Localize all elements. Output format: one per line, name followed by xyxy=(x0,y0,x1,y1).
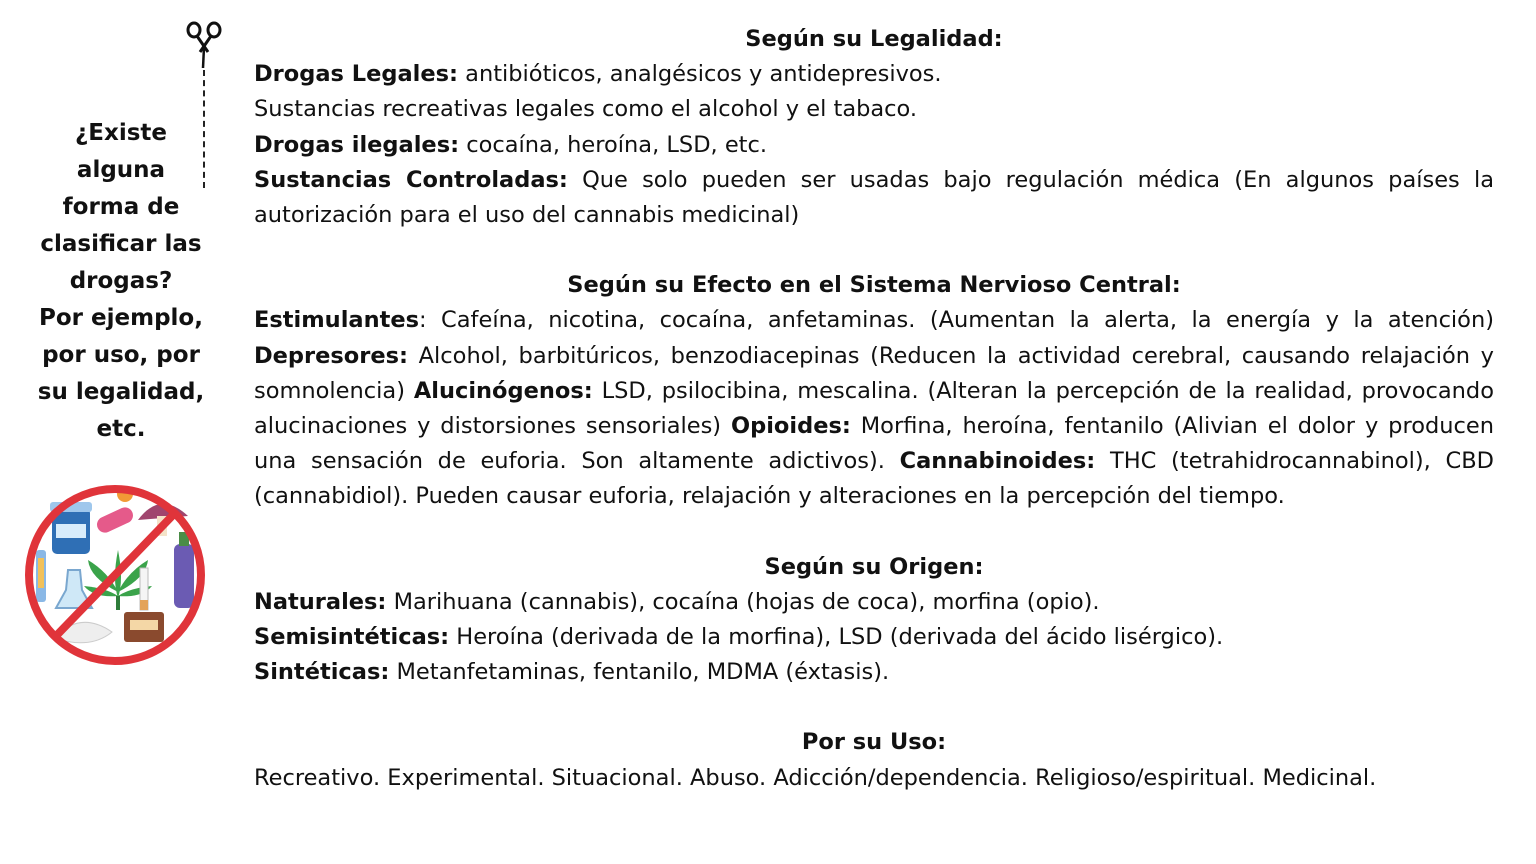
section-title-legalidad: Según su Legalidad: xyxy=(745,26,1003,52)
question-line: ¿Existe xyxy=(74,120,168,146)
opioides-text: Morfina, heroína, fentanilo (Alivian el dolor y producen una sensación de euforia. Son altamente adictivos). xyxy=(254,413,1494,475)
estimulantes-term: Estimulantes xyxy=(254,307,420,334)
no-drugs-icon xyxy=(20,480,210,670)
question-line: por uso, por xyxy=(42,342,200,368)
sidebar-question xyxy=(30,115,212,448)
alucinogenos-term: Alucinógenos: xyxy=(413,377,593,404)
legales-term: Drogas Legales: xyxy=(254,61,458,88)
section-title-origen: Según su Origen: xyxy=(764,553,984,580)
question-line: forma de xyxy=(62,194,180,220)
question-line: etc. xyxy=(96,416,146,442)
question-line: clasificar las xyxy=(40,231,202,257)
estimulantes-text: : Cafeína, nicotina, cocaína, anfetaminas. (Aumentan la alerta, la energía y la atención) xyxy=(419,307,1494,334)
opioides-term: Opioides: xyxy=(730,413,851,440)
alucinogenos-text: LSD, psilocibina, mescalina. (Alteran la percepción de la realidad, provocando alucinaciones y distorsiones sensoriales) xyxy=(254,377,1494,440)
recreativas-line: Sustancias recreativas legales como el alcohol y el tabaco. xyxy=(254,96,918,123)
semisinteticas-line xyxy=(254,620,1494,655)
legales-line xyxy=(254,57,1494,92)
semisinteticas-text: Heroína (derivada de la morfina), LSD (derivada del ácido lisérgico). xyxy=(449,624,1224,651)
naturales-term: Naturales: xyxy=(254,588,387,615)
controladas-paragraph xyxy=(254,163,1494,233)
cannabinoides-text: THC (tetrahidrocannabinol), CBD (cannabidiol). Pueden causar euforia, relajación y alteraciones en la percepción del tiempo. xyxy=(254,448,1494,510)
controladas-term: Sustancias Controladas: xyxy=(254,166,568,193)
semisinteticas-term: Semisintéticas: xyxy=(254,624,450,651)
naturales-text: Marihuana (cannabis), cocaína (hojas de coca), morfina (opio). xyxy=(386,588,1100,615)
ilegales-line xyxy=(254,128,1494,163)
depresores-term: Depresores: xyxy=(254,342,408,369)
section-title-uso: Por su Uso: xyxy=(801,729,947,756)
section-title-efecto: Según su Efecto en el Sistema Nervioso Central: xyxy=(567,272,1181,299)
sinteticas-term: Sintéticas: xyxy=(254,659,390,686)
uso-line: Recreativo. Experimental. Situacional. Abuso. Adicción/dependencia. Religioso/espiritual. Medicinal. xyxy=(254,764,1377,791)
efecto-paragraph xyxy=(254,303,1494,514)
question-line: drogas? xyxy=(69,268,173,294)
legales-text: antibióticos, analgésicos y antidepresivos. xyxy=(458,61,942,88)
scissors-icon xyxy=(184,20,224,72)
main-content xyxy=(254,22,1494,796)
question-line: su legalidad, xyxy=(37,379,205,405)
ilegales-term: Drogas ilegales: xyxy=(254,131,460,158)
question-line: Por ejemplo, xyxy=(39,305,203,331)
sinteticas-line xyxy=(254,655,1494,690)
depresores-text: Alcohol, barbitúricos, benzodiacepinas (Reducen la actividad cerebral, causando relajación y somnolencia) xyxy=(254,342,1494,404)
cannabinoides-term: Cannabinoides: xyxy=(899,448,1096,475)
question-line: alguna xyxy=(76,157,166,183)
naturales-line xyxy=(254,585,1494,620)
controladas-text: Que solo pueden ser usadas bajo regulación médica (En algunos países la autorización para el uso del cannabis medicinal) xyxy=(254,166,1494,229)
ilegales-text: cocaína, heroína, LSD, etc. xyxy=(459,131,768,158)
sinteticas-text: Metanfetaminas, fentanilo, MDMA (éxtasis). xyxy=(389,659,890,686)
